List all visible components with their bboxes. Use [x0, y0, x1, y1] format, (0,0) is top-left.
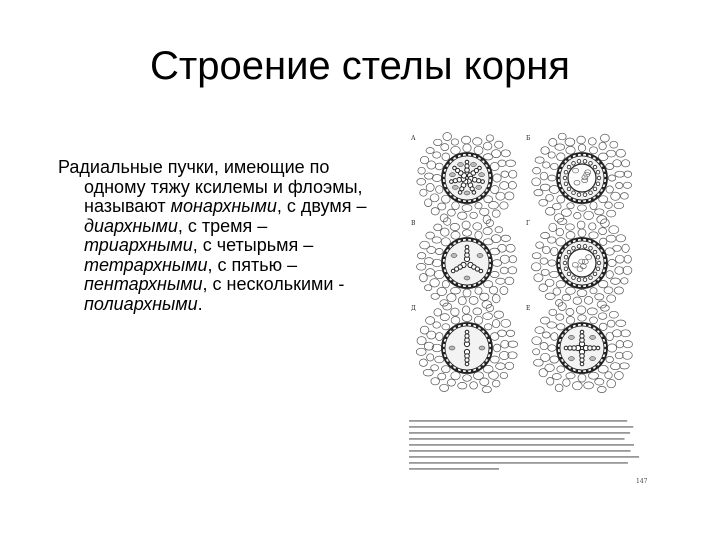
- term-italic: полиархными: [84, 293, 198, 314]
- term-italic: триархными: [84, 235, 193, 255]
- panel-letter: Г: [526, 220, 530, 227]
- body-text-run: , с несколькими -: [202, 274, 345, 294]
- caption-line: [409, 426, 633, 428]
- page-number: 147: [636, 478, 648, 485]
- cross-section-triarch: [411, 218, 517, 309]
- root-cross-sections-illustration: [405, 128, 650, 500]
- panel-letter: Д: [411, 305, 416, 312]
- caption-line: [409, 456, 639, 458]
- panel-letter: А: [411, 135, 416, 142]
- caption-line: [409, 444, 634, 446]
- term-italic: тетрархными: [84, 254, 208, 275]
- caption-line: [409, 420, 627, 422]
- root-stele-figure: [405, 128, 650, 500]
- cross-section-ring: [526, 133, 632, 223]
- slide-body-text: [58, 158, 378, 314]
- panel-letter: Е: [526, 305, 531, 312]
- caption-line: [409, 468, 499, 470]
- slide-title: Строение стелы корня: [150, 44, 570, 88]
- cross-section-polyarch: [411, 133, 517, 224]
- caption-line: [409, 450, 631, 452]
- caption-line: [409, 432, 630, 434]
- term-italic: диархными: [84, 215, 178, 236]
- body-text-run: , с двумя –: [276, 196, 367, 216]
- body-text-run: Радиальные пучки, имеющие по одному тяжу ксилемы и флоэмы, называют: [58, 157, 363, 216]
- panel-letter: В: [411, 220, 416, 227]
- cross-section-diarch: [411, 303, 518, 393]
- term-italic: монархными: [170, 196, 277, 216]
- body-text-run: .: [197, 293, 203, 314]
- term-italic: пентархными: [84, 274, 203, 294]
- caption-line: [409, 438, 625, 440]
- body-text-run: , с четырьмя –: [192, 235, 314, 255]
- body-paragraph: [58, 158, 378, 314]
- body-text-run: , с пятью –: [207, 254, 298, 275]
- cross-section-ring: [526, 218, 632, 308]
- figure-caption: [405, 410, 650, 490]
- caption-line: [409, 462, 628, 464]
- panel-letter: Б: [526, 135, 531, 142]
- body-text-run: , с тремя –: [177, 215, 268, 236]
- cross-section-tetrarch: [526, 303, 633, 393]
